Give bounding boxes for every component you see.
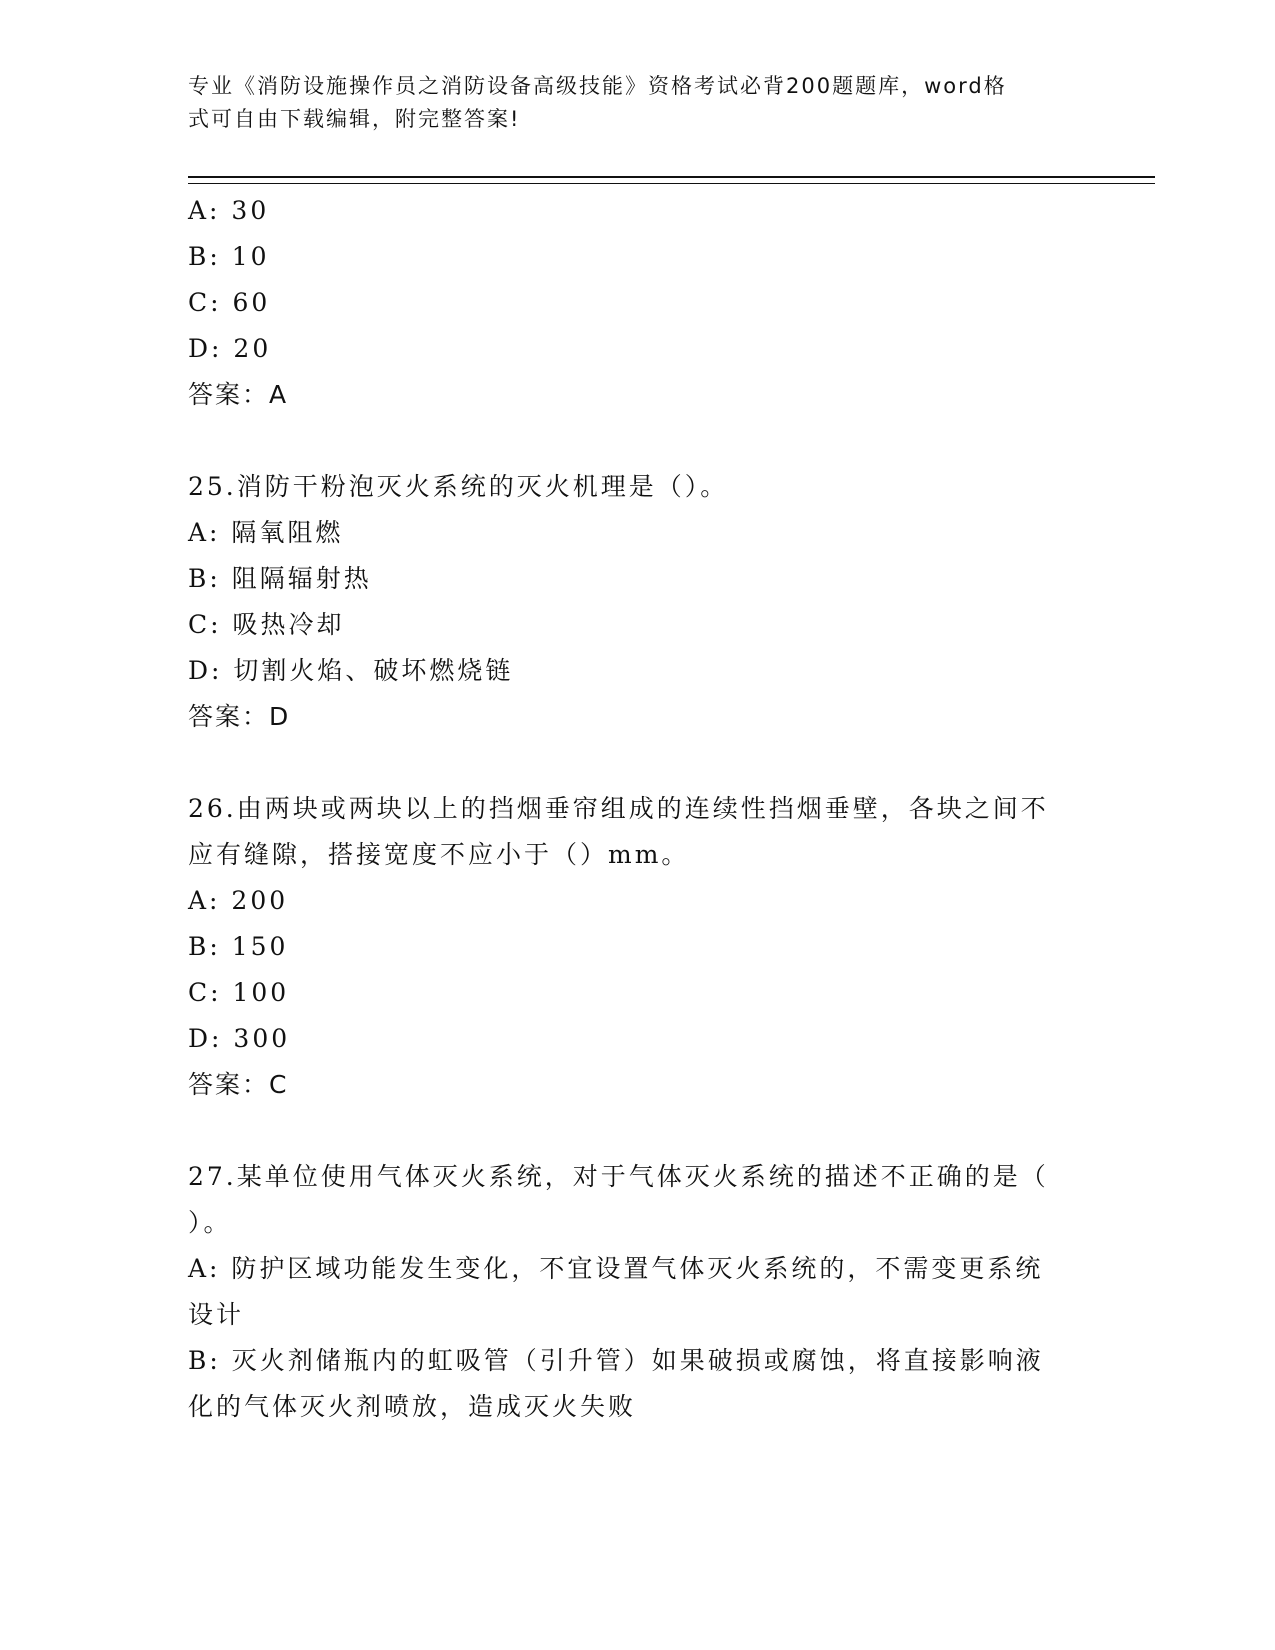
q27-option-a-line-2: 设计 <box>188 1300 245 1329</box>
q25-answer: 答案：D <box>188 702 291 731</box>
spacer <box>188 1108 1088 1154</box>
question-content <box>188 188 1088 1430</box>
q24-option-c: C: 60 <box>188 288 271 317</box>
q25-option-a: A: 隔氧阻燃 <box>188 518 344 547</box>
q26-answer: 答案：C <box>188 1070 289 1099</box>
q27-option-a-line-1: A: 防护区域功能发生变化，不宜设置气体灭火系统的，不需变更系统 <box>188 1254 1044 1283</box>
q27-option-b-line-2: 化的气体灭火剂喷放，造成灭火失败 <box>188 1392 637 1421</box>
q26-option-d: D: 300 <box>188 1024 291 1053</box>
header-line-2: 式可自由下载编辑，附完整答案! <box>188 107 521 131</box>
q25-option-d: D: 切割火焰、破坏燃烧链 <box>188 656 514 685</box>
document-header <box>188 70 1068 136</box>
question-25-block <box>188 464 1088 740</box>
q27-option-b-line-1: B: 灭火剂储瓶内的虹吸管（引升管）如果破损或腐蚀，将直接影响液 <box>188 1346 1044 1375</box>
q24-option-b: B: 10 <box>188 242 270 271</box>
q25-option-b: B: 阻隔辐射热 <box>188 564 372 593</box>
q25-question: 25.消防干粉泡灭火系统的灭火机理是（）。 <box>188 472 729 501</box>
q27-question-line-1: 27.某单位使用气体灭火系统，对于气体灭火系统的描述不正确的是（ <box>188 1162 1049 1191</box>
q26-question-line-2: 应有缝隙，搭接宽度不应小于（）mm。 <box>188 840 690 869</box>
q27-question-line-2: ）。 <box>188 1208 232 1237</box>
q26-question-line-1: 26.由两块或两块以上的挡烟垂帘组成的连续性挡烟垂壁，各块之间不 <box>188 794 1049 823</box>
question-26-block <box>188 786 1088 1108</box>
spacer <box>188 740 1088 786</box>
q26-option-b: B: 150 <box>188 932 289 961</box>
question-27-block <box>188 1154 1088 1430</box>
q24-answer: 答案：A <box>188 380 289 409</box>
header-divider-thin <box>188 183 1155 184</box>
spacer <box>188 418 1088 464</box>
q26-option-c: C: 100 <box>188 978 290 1007</box>
q25-option-c: C: 吸热冷却 <box>188 610 345 639</box>
header-divider-thick <box>188 176 1155 178</box>
q24-option-a: A: 30 <box>188 196 270 225</box>
q26-option-a: A: 200 <box>188 886 289 915</box>
question-24-block <box>188 188 1088 418</box>
header-line-1: 专业《消防设施操作员之消防设备高级技能》资格考试必背200题题库，word格 <box>188 74 1007 98</box>
q24-option-d: D: 20 <box>188 334 272 363</box>
